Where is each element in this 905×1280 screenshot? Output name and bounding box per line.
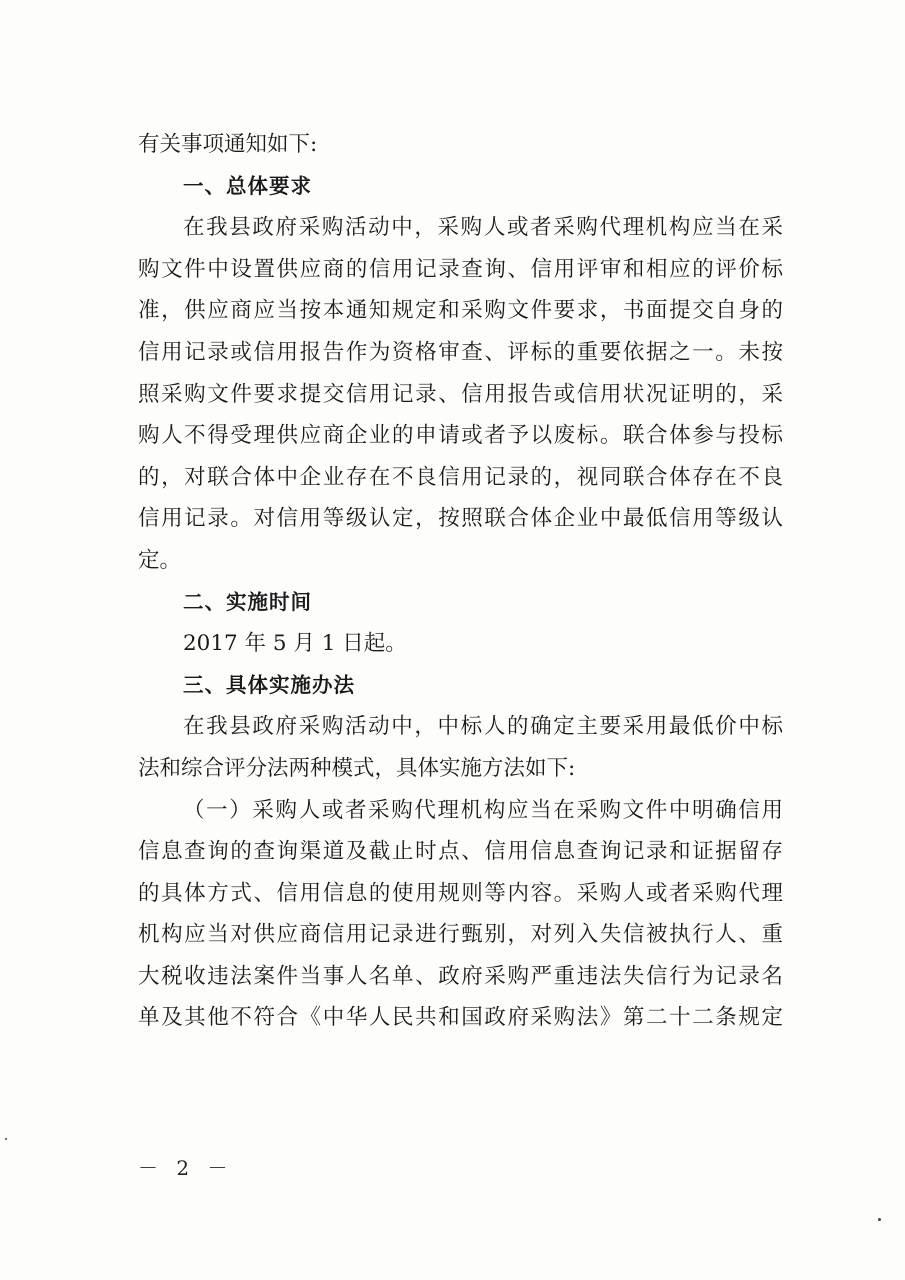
body-text-line: 大税收违法案件当事人名单、政府采购严重违法失信行为记录名 <box>138 963 783 989</box>
section-heading-implementation-time: 二、实施时间 <box>183 589 312 614</box>
section-heading-overall-requirements: 一、总体要求 <box>183 173 312 198</box>
document-body <box>138 124 783 1039</box>
body-text-line: 定。 <box>138 547 182 573</box>
body-text-line: 购文件中设置供应商的信用记录查询、信用评审和相应的评价标 <box>138 256 783 282</box>
section-heading-implementation-methods: 三、具体实施办法 <box>183 672 355 697</box>
body-text-line: 信用记录。对信用等级认定，按照联合体企业中最低信用等级认 <box>138 506 783 532</box>
body-text-line: 有关事项通知如下: <box>138 132 318 157</box>
body-text-line: 的，对联合体中企业存在不良信用记录的，视同联合体存在不良 <box>138 464 783 490</box>
scan-speck <box>878 1218 881 1221</box>
body-text-line: （一）采购人或者采购代理机构应当在采购文件中明确信用 <box>183 797 783 823</box>
body-text-line: 信息查询的查询渠道及截止时点、信用信息查询记录和证据留存 <box>138 839 783 865</box>
body-text-line: 购人不得受理供应商企业的申请或者予以废标。联合体参与投标 <box>138 423 783 449</box>
implementation-date: 2017 年 5 月 1 日起。 <box>183 631 407 657</box>
page-number: － 2 － <box>138 1156 234 1180</box>
scan-speck <box>5 1138 7 1140</box>
body-text-line: 的具体方式、信用信息的使用规则等内容。采购人或者采购代理 <box>138 880 783 906</box>
body-text-line: 在我县政府采购活动中，采购人或者采购代理机构应当在采 <box>183 215 783 241</box>
body-text-line: 单及其他不符合《中华人民共和国政府采购法》第二十二条规定 <box>138 1005 783 1031</box>
body-text-line: 信用记录或信用报告作为资格审查、评标的重要依据之一。未按 <box>138 339 783 365</box>
body-text-line: 法和综合评分法两种模式，具体实施方法如下: <box>138 755 576 781</box>
body-text-line: 机构应当对供应商信用记录进行甄别，对列入失信被执行人、重 <box>138 922 783 948</box>
body-text-line: 在我县政府采购活动中，中标人的确定主要采用最低价中标 <box>183 714 783 740</box>
body-text-line: 照采购文件要求提交信用记录、信用报告或信用状况证明的，采 <box>138 381 783 407</box>
body-text-line: 准，供应商应当按本通知规定和采购文件要求，书面提交自身的 <box>138 298 783 324</box>
